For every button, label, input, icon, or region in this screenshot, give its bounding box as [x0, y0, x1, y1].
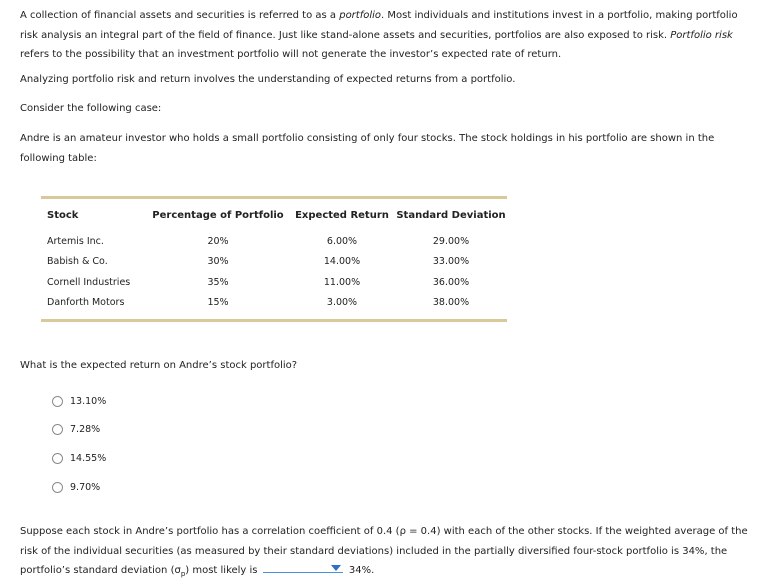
- std-dev-dropdown[interactable]: [263, 562, 343, 573]
- table-row: [41, 272, 507, 293]
- answer-option[interactable]: [52, 424, 100, 435]
- table-header-row: [41, 199, 507, 225]
- cell-percentage: 20%: [207, 235, 229, 247]
- cell-stock: Cornell Industries: [47, 276, 131, 288]
- answer-option[interactable]: [52, 396, 106, 407]
- answer-option[interactable]: [52, 482, 100, 493]
- cell-expected-return: 6.00%: [326, 235, 358, 247]
- cell-std-dev: 38.00%: [432, 297, 470, 309]
- cell-expected-return: 14.00%: [323, 256, 361, 268]
- consider-paragraph: Consider the following case:: [20, 103, 162, 114]
- option-label: 13.10%: [70, 396, 107, 407]
- radio-button[interactable]: [52, 482, 63, 493]
- cell-percentage: 15%: [207, 297, 229, 309]
- radio-button[interactable]: [52, 424, 63, 435]
- option-label: 14.55%: [70, 453, 107, 464]
- holdings-table: [41, 196, 507, 322]
- cell-percentage: 30%: [207, 256, 229, 268]
- cell-std-dev: 33.00%: [432, 256, 470, 268]
- cell-stock: Danforth Motors: [47, 297, 125, 309]
- cell-std-dev: 36.00%: [432, 276, 470, 288]
- correlation-paragraph: Suppose each stock in Andre’s portfolio has a correlation coefficient of 0.4 (ρ = 0.4) with each of the other stocks. If the weighted average of the risk of the individual securities (as measured by their standard deviations) included in the partially diversified four-stock portfolio is 34%, the portfolio’s standard deviation $(\sigma_p)$ most likely is 34%.: [20, 526, 748, 578]
- cell-percentage: 35%: [207, 276, 229, 288]
- cell-stock: Babish & Co.: [47, 256, 108, 268]
- table-row: [41, 252, 507, 273]
- table-bottom-rule: [41, 319, 507, 322]
- cell-std-dev: 29.00%: [432, 235, 470, 247]
- cell-stock: Artemis Inc.: [47, 235, 104, 247]
- radio-button[interactable]: [52, 396, 63, 407]
- header-percentage: Percentage of Portfolio: [152, 210, 284, 221]
- case-paragraph: Andre is an amateur investor who holds a small portfolio consisting of only four stocks. The stock holdings in his portfolio are shown in the following table:: [20, 133, 715, 164]
- term-portfolio: portfolio: [339, 10, 382, 21]
- question-text: What is the expected return on Andre’s stock portfolio?: [20, 360, 298, 371]
- radio-button[interactable]: [52, 453, 63, 464]
- header-expected-return: Expected Return: [295, 210, 389, 221]
- cell-expected-return: 3.00%: [326, 297, 358, 309]
- header-std-dev: Standard Deviation: [396, 210, 506, 221]
- analysis-paragraph: Analyzing portfolio risk and return involves the understanding of expected returns from a portfolio.: [20, 74, 516, 85]
- intro-paragraph: A collection of financial assets and securities is referred to as a portfolio. Most individuals and institutions invest in a portfolio, making portfolio risk analysis an integral part of the field of finance. Just like stand-alone assets and securities, portfolios are also exposed to risk. Portfolio risk refers to the possibility that an investment portfolio will not generate the investor’s expected rate of return.: [20, 10, 738, 60]
- answer-option[interactable]: [52, 453, 106, 464]
- cell-expected-return: 11.00%: [323, 276, 361, 288]
- header-stock: Stock: [47, 210, 79, 221]
- term-portfolio-risk: Portfolio risk: [670, 29, 733, 41]
- option-label: 9.70%: [70, 482, 101, 493]
- option-label: 7.28%: [70, 424, 101, 435]
- table-row: [41, 225, 507, 252]
- chevron-down-icon: [331, 565, 341, 571]
- table-row: [41, 293, 507, 314]
